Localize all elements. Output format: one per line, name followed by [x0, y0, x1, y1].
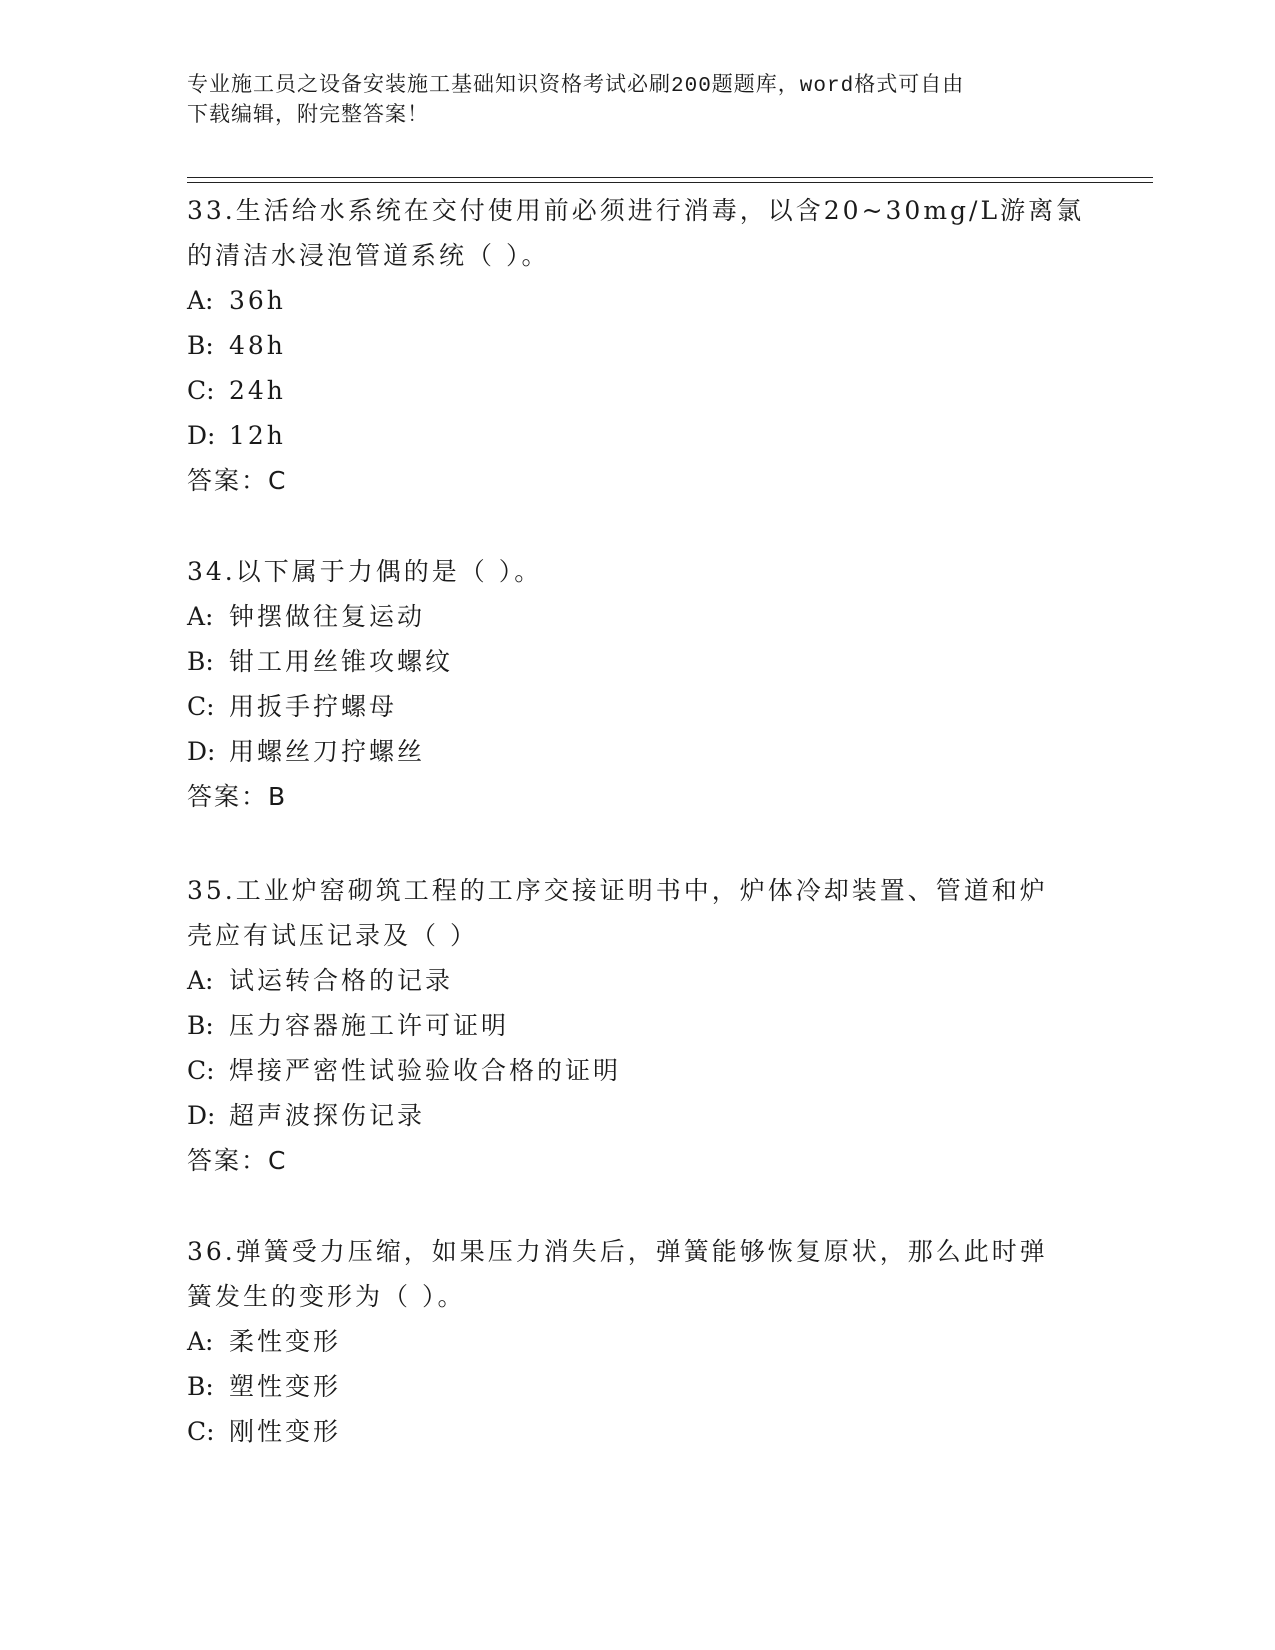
question-stem-line: 34.以下属于力偶的是（ ）。: [187, 557, 543, 586]
option-letter: B:: [187, 647, 214, 676]
question-33: [187, 188, 1087, 503]
option-c: [187, 1409, 1087, 1454]
option-letter: C:: [187, 692, 215, 721]
option-d: [187, 413, 1087, 458]
option-letter: C:: [187, 376, 215, 405]
option-letter: B:: [187, 1372, 214, 1401]
option-c: [187, 368, 1087, 413]
option-b: [187, 639, 1087, 684]
option-letter: D:: [187, 421, 216, 450]
option-text: 焊接严密性试验验收合格的证明: [229, 1056, 622, 1085]
option-text: 36h: [229, 286, 286, 315]
option-letter: A:: [187, 966, 214, 995]
option-text: 超声波探伤记录: [229, 1101, 426, 1130]
question-stem-line: 33.生活给水系统在交付使用前必须进行消毒，以含20~30mg/L游离氯: [187, 196, 1085, 225]
option-text: 12h: [229, 421, 286, 450]
question-stem-line: 的清洁水浸泡管道系统（ ）。: [187, 241, 550, 270]
option-b: [187, 1364, 1087, 1409]
option-text: 压力容器施工许可证明: [229, 1011, 510, 1040]
question-stem-line: 壳应有试压记录及（ ）: [187, 921, 478, 950]
option-letter: B:: [187, 331, 214, 360]
option-letter: A:: [187, 1327, 214, 1356]
question-stem-line: 簧发生的变形为（ ）。: [187, 1282, 466, 1311]
option-letter: C:: [187, 1417, 215, 1446]
question-34: [187, 549, 1087, 819]
option-text: 钟摆做往复运动: [229, 602, 426, 631]
option-text: 塑性变形: [229, 1372, 342, 1401]
option-letter: D:: [187, 1101, 216, 1130]
option-text: 钳工用丝锥攻螺纹: [229, 647, 454, 676]
answer-label: 答案：C: [187, 1146, 288, 1175]
option-d: [187, 1093, 1087, 1138]
option-c: [187, 684, 1087, 729]
option-letter: C:: [187, 1056, 215, 1085]
question-36: [187, 1229, 1087, 1454]
option-a: [187, 958, 1087, 1003]
option-letter: D:: [187, 737, 216, 766]
header-line-2: 下载编辑，附完整答案！: [187, 105, 429, 128]
option-text: 试运转合格的记录: [229, 966, 454, 995]
option-text: 48h: [229, 331, 286, 360]
question-stem-line: 36.弹簧受力压缩，如果压力消失后，弹簧能够恢复原状，那么此时弹: [187, 1237, 1048, 1266]
header-divider-top: [187, 177, 1153, 178]
option-letter: B:: [187, 1011, 214, 1040]
option-a: [187, 278, 1087, 323]
option-text: 柔性变形: [229, 1327, 342, 1356]
option-text: 刚性变形: [229, 1417, 342, 1446]
header-line-1: 专业施工员之设备安装施工基础知识资格考试必刷200题题库，word格式可自由: [187, 75, 965, 98]
question-stem-line: 35.工业炉窑砌筑工程的工序交接证明书中，炉体冷却装置、管道和炉: [187, 876, 1048, 905]
question-35: [187, 868, 1087, 1183]
option-b: [187, 1003, 1087, 1048]
option-letter: A:: [187, 286, 214, 315]
option-d: [187, 729, 1087, 774]
answer-label: 答案：C: [187, 466, 288, 495]
option-c: [187, 1048, 1087, 1093]
option-a: [187, 1319, 1087, 1364]
option-a: [187, 594, 1087, 639]
document-header: [187, 72, 1067, 132]
header-divider-bottom: [187, 182, 1153, 183]
answer-label: 答案：B: [187, 782, 288, 811]
option-text: 用扳手拧螺母: [229, 692, 398, 721]
option-letter: A:: [187, 602, 214, 631]
option-text: 24h: [229, 376, 286, 405]
option-text: 用螺丝刀拧螺丝: [229, 737, 426, 766]
option-b: [187, 323, 1087, 368]
